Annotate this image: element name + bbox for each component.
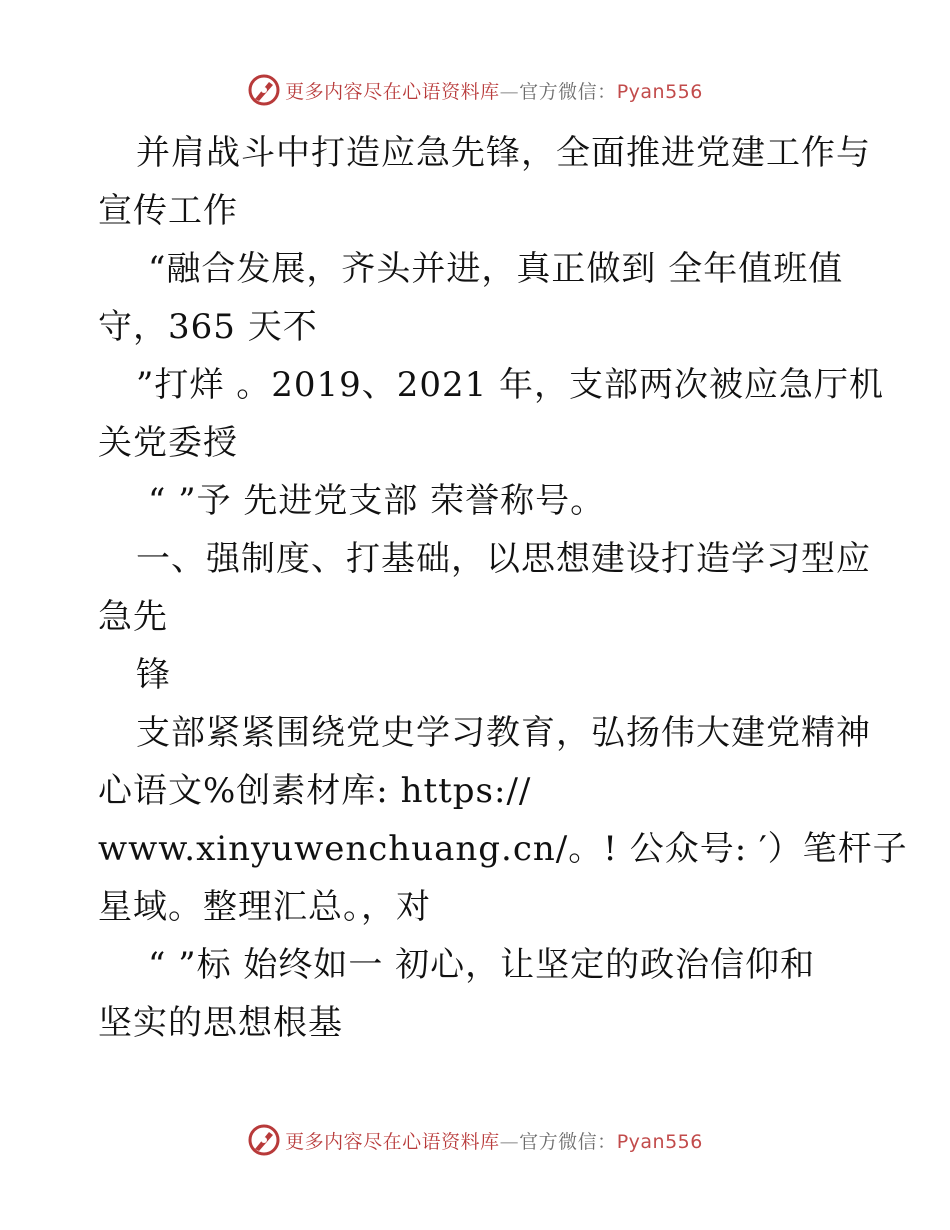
text-line: 急先 bbox=[98, 597, 168, 637]
watermark-dash: — bbox=[499, 80, 520, 103]
watermark-dash: — bbox=[499, 1130, 520, 1153]
text-line: 坚实的思想根基 bbox=[98, 1003, 343, 1043]
text-line: 守，365 天不 bbox=[98, 307, 318, 347]
text-line: 星域。整理汇总。，对 bbox=[98, 887, 431, 927]
text-line: 心语文%创素材库: https:// bbox=[98, 771, 532, 811]
text-line: “ ”予 先进党支部 荣誉称号。 bbox=[148, 481, 606, 521]
watermark-text bbox=[285, 77, 703, 104]
watermark-main: 更多内容尽在心语资料库 bbox=[285, 80, 500, 103]
document-body bbox=[98, 124, 908, 1052]
watermark-wechat-label: 官方微信： bbox=[519, 80, 617, 103]
footer-watermark bbox=[0, 1120, 950, 1160]
header-watermark bbox=[0, 70, 950, 110]
watermark-wechat-label: 官方微信： bbox=[519, 1130, 617, 1153]
text-line: “融合发展，齐头并进，真正做到 全年值班值 bbox=[148, 249, 844, 289]
text-line: “ ”标 始终如一 初心，让坚定的政治信仰和 bbox=[148, 945, 816, 985]
pen-circle-logo-icon bbox=[247, 1123, 281, 1157]
text-line: ”打烊 。2019、2021 年，支部两次被应急厅机 bbox=[136, 365, 885, 405]
text-line: www.xinyuwenchuang.cn/。! 公众号: ′）笔杆子 bbox=[98, 829, 908, 869]
watermark-wechat-id: Pyan556 bbox=[616, 1130, 703, 1153]
pen-circle-logo-icon bbox=[247, 73, 281, 107]
watermark-wechat-id: Pyan556 bbox=[616, 80, 703, 103]
text-line: 宣传工作 bbox=[98, 191, 238, 231]
text-line: 并肩战斗中打造应急先锋，全面推进党建工作与 bbox=[136, 133, 871, 173]
watermark-text bbox=[285, 1127, 703, 1154]
text-line: 关党委授 bbox=[98, 423, 238, 463]
text-line: 支部紧紧围绕党史学习教育，弘扬伟大建党精神 bbox=[136, 713, 871, 753]
section-heading: 一、强制度、打基础，以思想建设打造学习型应 bbox=[136, 539, 871, 579]
watermark-main: 更多内容尽在心语资料库 bbox=[285, 1130, 500, 1153]
text-line: 锋 bbox=[136, 655, 171, 695]
